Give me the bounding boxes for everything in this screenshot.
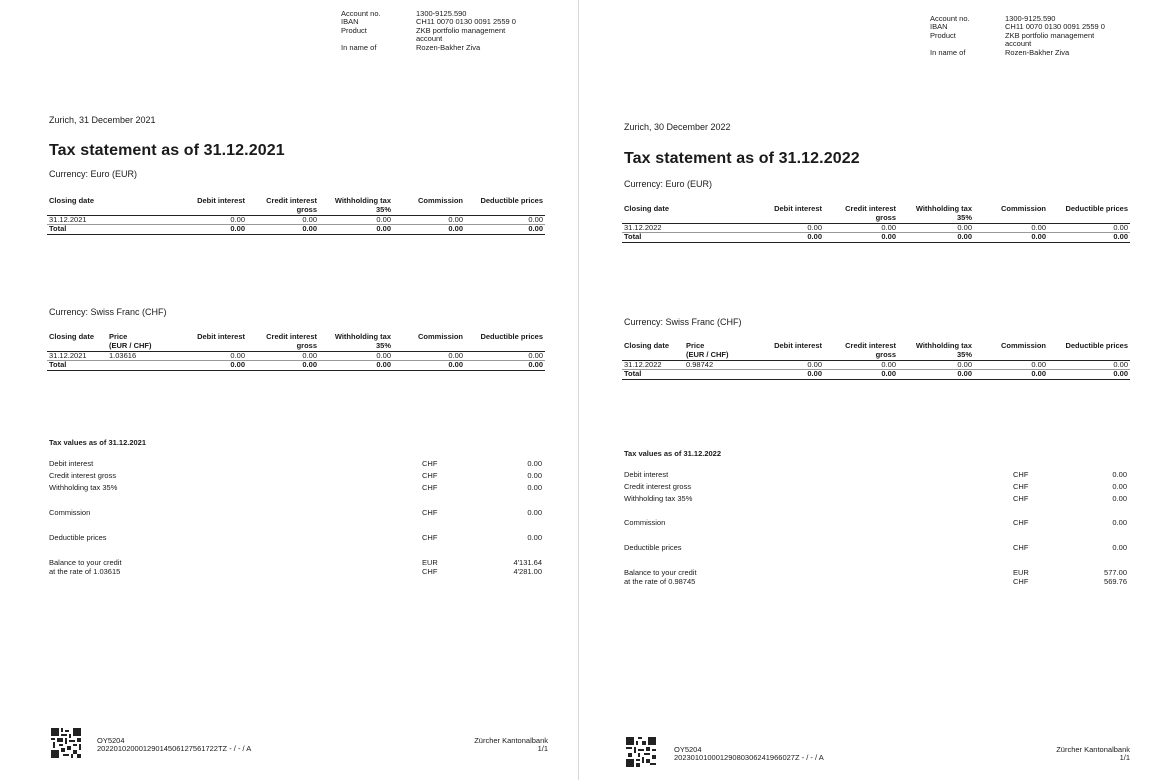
page-number: 1/1 (537, 744, 548, 754)
footer-reference (674, 746, 824, 763)
footer-bank (979, 746, 1130, 763)
eur-table (47, 197, 545, 235)
col-commission: Commission (393, 197, 465, 216)
col-closing-date: Closing date (622, 205, 744, 224)
table-total-row: Total 0.00 0.00 0.00 0.00 0.00 (624, 232, 1128, 242)
name-label: In name of (930, 47, 966, 57)
col-commission: Commission (974, 342, 1048, 361)
product-value: ZKB portfolio management (416, 25, 506, 35)
place-date: Zurich, 30 December 2022 (624, 122, 731, 132)
product-value-line2: account (1005, 39, 1032, 49)
tax-statement-page-2022 (579, 0, 1157, 780)
account-no-value: 1300-9125.590 (416, 9, 467, 18)
table-total-row: Total 0.00 0.00 0.00 0.00 0.00 (624, 369, 1128, 379)
product-value: ZKB portfolio management (1005, 30, 1095, 40)
tax-value-row: Debit interest CHF 0.00 (49, 459, 542, 468)
footer-code: OY5204 (674, 745, 702, 754)
footer-ref: 20220102000129014506127561722TZ - / - / A (97, 744, 252, 754)
col-credit-interest: Credit interest gross (247, 197, 319, 216)
tax-statement-page-2021 (0, 0, 578, 780)
tax-value-row: Deductible prices CHF 0.00 (49, 533, 542, 542)
eur-table-header (47, 197, 545, 216)
table-row: 31.12.2022 0.00 0.00 0.00 0.00 0.00 (624, 223, 1128, 232)
col-deductible-prices: Deductible prices (1048, 205, 1130, 224)
chf-table-header (622, 342, 1130, 361)
col-credit-interest: Credit interest gross (824, 205, 898, 224)
footer-ref: 20230101000129080306241966027Z - / - / A (674, 753, 824, 763)
tax-value-row: Credit interest gross CHF 0.00 (49, 471, 542, 480)
col-closing-date: Closing date (47, 333, 107, 352)
col-price: Price (EUR / CHF) (684, 342, 744, 361)
eur-table-wrapper (622, 205, 1130, 243)
col-price: Price (EUR / CHF) (107, 333, 167, 352)
col-withholding-tax: Withholding tax 35% (319, 197, 393, 216)
col-closing-date: Closing date (622, 342, 684, 361)
currency-eur-heading: Currency: Euro (EUR) (624, 179, 713, 189)
page-title: Tax statement as of 31.12.2021 (49, 142, 285, 159)
tax-value-row: Credit interest gross CHF 0.00 (624, 482, 1127, 491)
table-row: 31.12.2021 0.00 0.00 0.00 0.00 0.00 (49, 215, 543, 224)
name-value: Rozen-Bakher Ziva (1005, 47, 1070, 57)
tax-value-row: Deductible prices CHF 0.00 (624, 543, 1127, 552)
col-commission: Commission (974, 205, 1048, 224)
iban-label: IBAN (930, 22, 948, 32)
table-total-row: Total 0.00 0.00 0.00 0.00 0.00 (49, 360, 543, 370)
footer-bank (400, 737, 548, 754)
chf-table (47, 333, 545, 371)
tax-value-row: Withholding tax 35% CHF 0.00 (49, 483, 542, 492)
footer-code: OY5204 (97, 736, 125, 745)
table-row: 31.12.2021 1.03616 0.00 0.00 0.00 0.00 0.00 (49, 351, 543, 360)
currency-chf-heading: Currency: Swiss Franc (CHF) (624, 317, 742, 327)
qr-code-icon (626, 737, 656, 767)
tax-value-row: Commission CHF 0.00 (624, 518, 1127, 527)
iban-value: CH11 0070 0130 0091 2559 0 (1005, 22, 1105, 32)
product-label: Product (341, 25, 367, 35)
chf-table-header (47, 333, 545, 352)
col-debit-interest: Debit interest (744, 205, 824, 224)
currency-chf-heading: Currency: Swiss Franc (CHF) (49, 307, 167, 317)
tax-value-row: Debit interest CHF 0.00 (624, 470, 1127, 479)
product-label: Product (930, 30, 956, 40)
tax-value-row: Balance to your credit EUR 4'131.64 (49, 558, 542, 567)
place-date: Zurich, 31 December 2021 (49, 115, 156, 125)
bank-name: Zürcher Kantonalbank (474, 736, 548, 745)
name-value: Rozen-Bakher Ziva (416, 42, 481, 52)
col-deductible-prices: Deductible prices (465, 197, 545, 216)
iban-label: IBAN (341, 17, 359, 27)
tax-value-row: Withholding tax 35% CHF 0.00 (624, 494, 1127, 503)
tax-value-row: Commission CHF 0.00 (49, 508, 542, 517)
tax-value-row: Balance to your credit EUR 577.00 (624, 568, 1127, 577)
footer-reference (97, 737, 251, 754)
eur-table-header (622, 205, 1130, 224)
col-withholding-tax: Withholding tax 35% (898, 342, 974, 361)
col-debit-interest: Debit interest (167, 197, 247, 216)
page-title: Tax statement as of 31.12.2022 (624, 150, 860, 167)
account-no-label: Account no. (341, 9, 381, 18)
iban-value: CH11 0070 0130 0091 2559 0 (416, 17, 516, 27)
account-no-label: Account no. (930, 14, 970, 23)
tax-values-title: Tax values as of 31.12.2022 (624, 449, 722, 458)
col-deductible-prices: Deductible prices (465, 333, 545, 352)
col-credit-interest: Credit interest gross (247, 333, 319, 352)
chf-table (622, 342, 1130, 380)
col-deductible-prices: Deductible prices (1048, 342, 1130, 361)
table-row: 31.12.2022 0.98742 0.00 0.00 0.00 0.00 0.00 (624, 360, 1128, 369)
table-total-row: Total 0.00 0.00 0.00 0.00 0.00 (49, 224, 543, 234)
product-value-line2: account (416, 34, 443, 44)
currency-eur-heading: Currency: Euro (EUR) (49, 169, 138, 179)
col-debit-interest: Debit interest (744, 342, 824, 361)
tax-values-title: Tax values as of 31.12.2021 (49, 438, 147, 447)
name-label: In name of (341, 42, 377, 52)
col-debit-interest: Debit interest (167, 333, 247, 352)
col-closing-date: Closing date (47, 197, 167, 216)
qr-code-icon (51, 728, 81, 758)
tax-value-row: at the rate of 1.03615 CHF 4'281.00 (49, 567, 542, 576)
eur-table (622, 205, 1130, 243)
bank-name: Zürcher Kantonalbank (1056, 745, 1130, 754)
col-credit-interest: Credit interest gross (824, 342, 898, 361)
col-withholding-tax: Withholding tax 35% (319, 333, 393, 352)
col-commission: Commission (393, 333, 465, 352)
page-number: 1/1 (1119, 753, 1130, 763)
tax-value-row: at the rate of 0.98745 CHF 569.76 (624, 577, 1127, 586)
col-withholding-tax: Withholding tax 35% (898, 205, 974, 224)
account-no-value: 1300-9125.590 (1005, 14, 1056, 23)
